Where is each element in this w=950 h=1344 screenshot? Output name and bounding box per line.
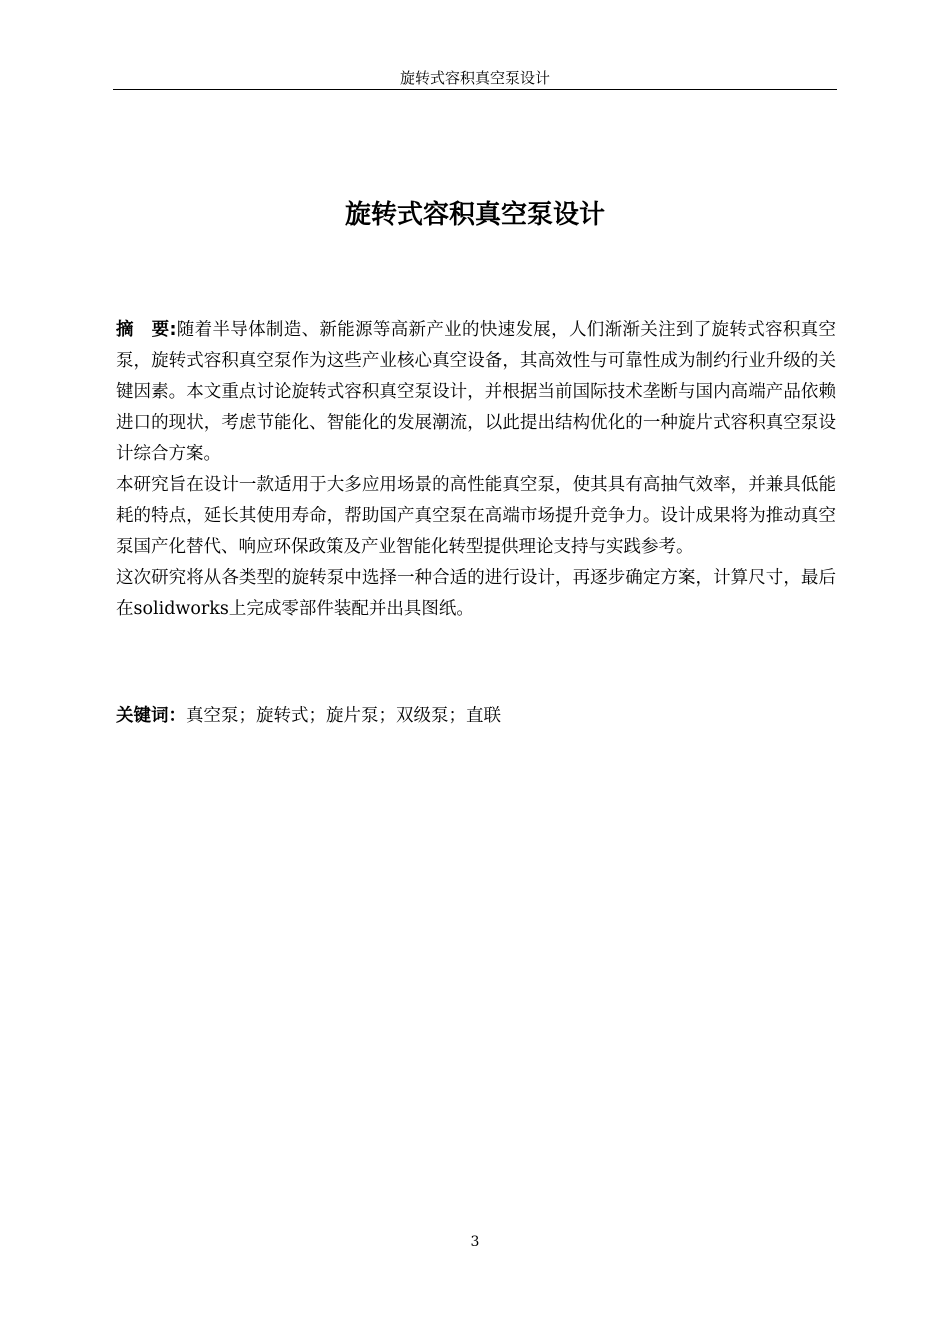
running-header: 旋转式容积真空泵设计 xyxy=(399,69,550,87)
abstract-text-1: 随着半导体制造、新能源等高新产业的快速发展，人们渐渐关注到了旋转式容积真空泵，旋转式容积真空泵作为这些产业核心真空设备，其高效性与可靠性成为制约行业升级的关键因素。本文重点讨论旋转式容积真空泵设计，并根据当前国际技术垄断与国内高端产品依赖进口的现状，考虑节能化、智能化的发展潮流，以此提出结构优化的一种旋片式容积真空泵设计综合方案。 xyxy=(116,320,837,464)
keywords-line xyxy=(116,701,836,732)
abstract-paragraph-1 xyxy=(116,315,836,470)
abstract-paragraph-3: 这次研究将从各类型的旋转泵中选择一种合适的进行设计，再逐步确定方案，计算尺寸，最后在solidworks上完成零部件装配并出具图纸。 xyxy=(116,568,836,619)
abstract-section xyxy=(116,315,836,625)
header-divider xyxy=(113,89,837,90)
keywords-text: 真空泵；旋转式；旋片泵；双级泵；直联 xyxy=(186,706,501,726)
keywords-label: 关键词： xyxy=(116,706,186,726)
page-number: 3 xyxy=(470,1234,480,1250)
abstract-paragraph-2: 本研究旨在设计一款适用于大多应用场景的高性能真空泵，使其具有高抽气效率，并兼具低能耗的特点，延长其使用寿命，帮助国产真空泵在高端市场提升竞争力。设计成果将为推动真空泵国产化替代、响应环保政策及产业智能化转型提供理论支持与实践参考。 xyxy=(116,475,836,557)
keywords-section xyxy=(116,701,836,732)
abstract-label: 摘 要: xyxy=(116,320,177,340)
document-title: 旋转式容积真空泵设计 xyxy=(344,200,605,230)
